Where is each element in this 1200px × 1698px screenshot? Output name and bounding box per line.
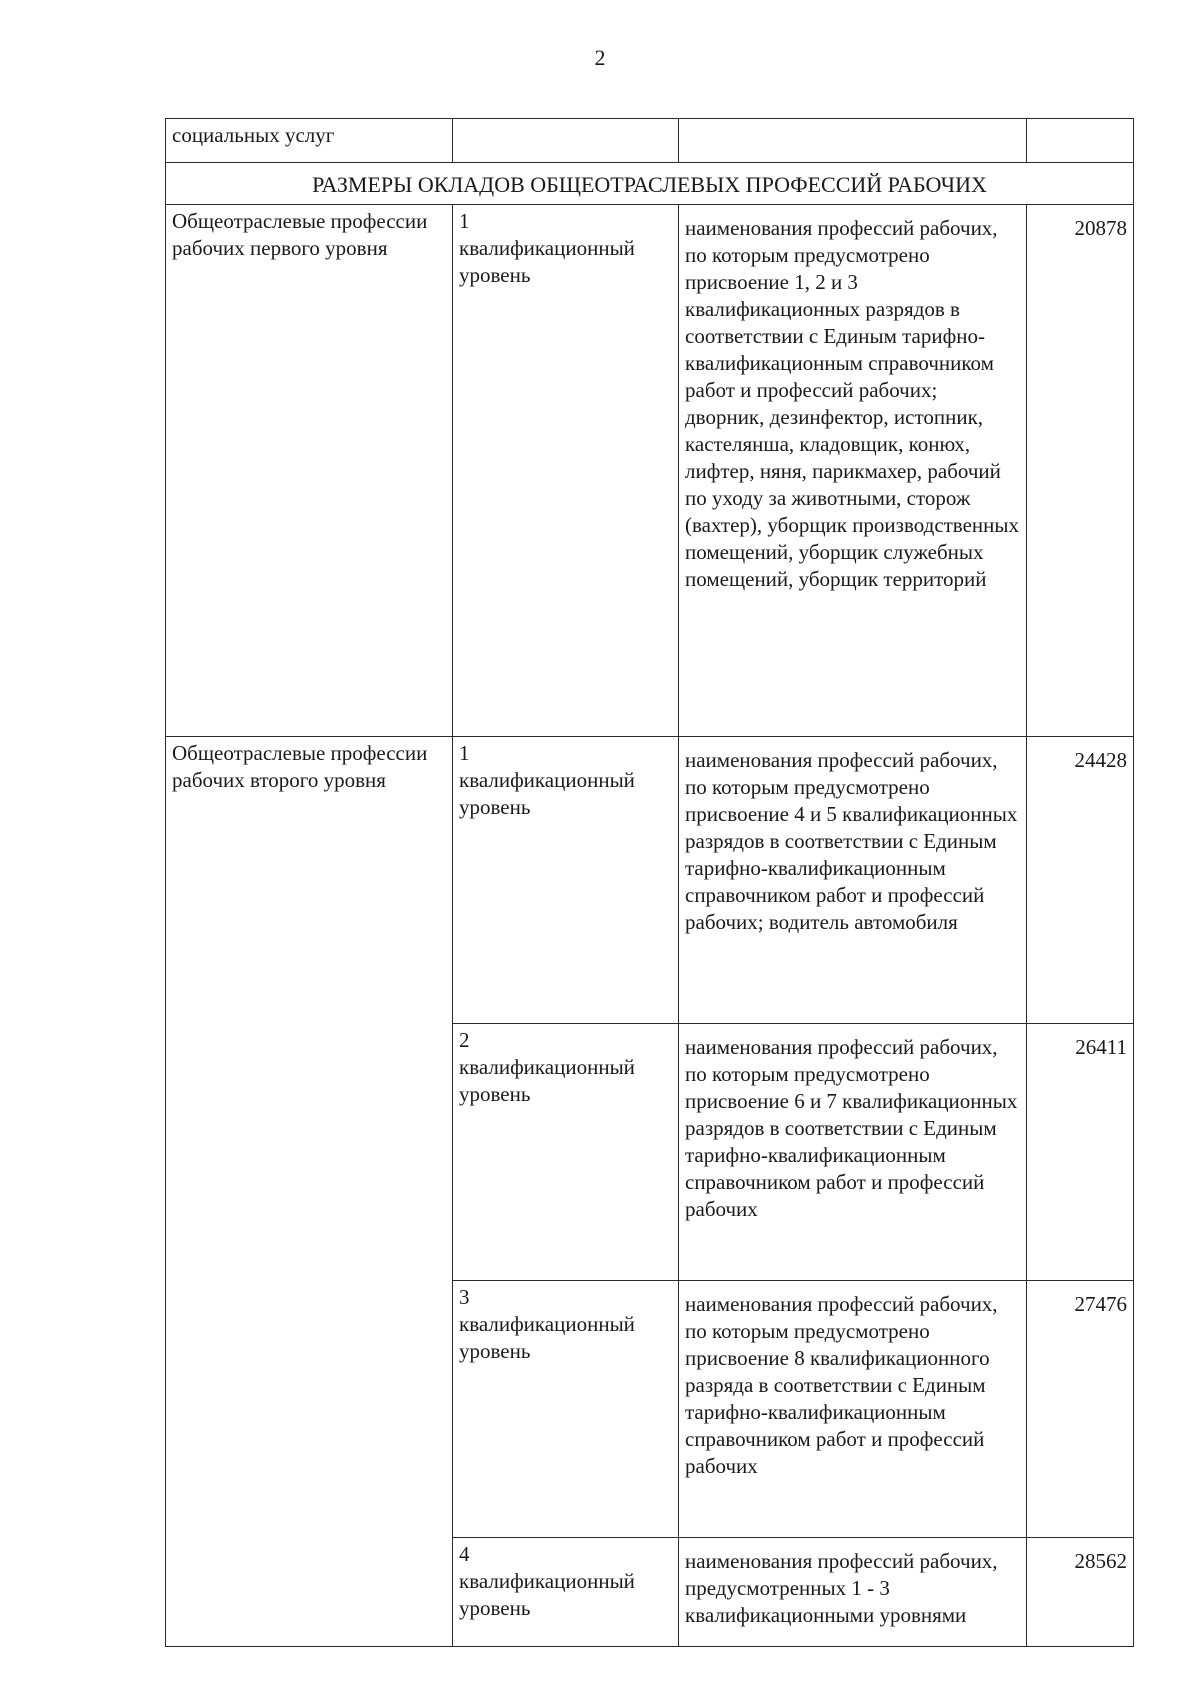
cell-group-name: социальных услуг — [166, 119, 453, 163]
table-row — [166, 737, 1134, 1024]
table-row-section-header — [166, 163, 1134, 205]
cell-amount: 28562 — [1027, 1538, 1134, 1647]
level-label: квалификационный уровень — [459, 768, 635, 819]
cell-amount: 27476 — [1027, 1281, 1134, 1538]
page-number: 2 — [594, 45, 606, 70]
cell-description: наименования профессий рабочих, по которым предусмотрено присвоение 8 квалификационного разряда в соответствии с Единым тарифно-квалификационным справочником работ и профессий рабочих — [679, 1281, 1027, 1538]
cell-level — [453, 1538, 679, 1647]
salary-table — [165, 118, 1134, 1647]
level-label: квалификационный уровень — [459, 236, 635, 287]
section-header: РАЗМЕРЫ ОКЛАДОВ ОБЩЕОТРАСЛЕВЫХ ПРОФЕССИЙ РАБОЧИХ — [166, 163, 1134, 205]
cell-description: наименования профессий рабочих, по которым предусмотрено присвоение 6 и 7 квалификационных разрядов в соответствии с Единым тарифно-квалификационным справочником работ и профессий рабочих — [679, 1024, 1027, 1281]
level-number: 1 — [459, 209, 470, 233]
cell-level — [453, 737, 679, 1024]
cell-level — [453, 119, 679, 163]
table-row — [166, 205, 1134, 737]
cell-level — [453, 1024, 679, 1281]
cell-group-name: Общеотраслевые профессии рабочих первого уровня — [166, 205, 453, 737]
level-number: 2 — [459, 1028, 470, 1052]
cell-amount: 20878 — [1027, 205, 1134, 737]
cell-amount: 24428 — [1027, 737, 1134, 1024]
level-number: 4 — [459, 1542, 470, 1566]
cell-level — [453, 1281, 679, 1538]
level-number: 1 — [459, 741, 470, 765]
level-label: квалификационный уровень — [459, 1569, 635, 1620]
level-number: 3 — [459, 1285, 470, 1309]
cell-description: наименования профессий рабочих, по которым предусмотрено присвоение 1, 2 и 3 квалификационных разрядов в соответствии с Единым тарифно-квалификационным справочником работ и профессий рабочих; дворник, дезинфектор, истопник, кастелянша, кладовщик, конюх, лифтер, няня, парикмахер, рабочий по уходу за животными, сторож (вахтер), уборщик производственных помещений, уборщик служебных помещений, уборщик территорий — [679, 205, 1027, 737]
cell-level — [453, 205, 679, 737]
cell-description — [679, 119, 1027, 163]
cell-description: наименования профессий рабочих, предусмотренных 1 - 3 квалификационными уровнями — [679, 1538, 1027, 1647]
cell-amount — [1027, 119, 1134, 163]
level-label: квалификационный уровень — [459, 1055, 635, 1106]
table-row-continuation — [166, 119, 1134, 163]
cell-group-name: Общеотраслевые профессии рабочих второго уровня — [166, 737, 453, 1647]
cell-description: наименования профессий рабочих, по которым предусмотрено присвоение 4 и 5 квалификационных разрядов в соответствии с Единым тарифно-квалификационным справочником работ и профессий рабочих; водитель автомобиля — [679, 737, 1027, 1024]
level-label: квалификационный уровень — [459, 1312, 635, 1363]
cell-amount: 26411 — [1027, 1024, 1134, 1281]
